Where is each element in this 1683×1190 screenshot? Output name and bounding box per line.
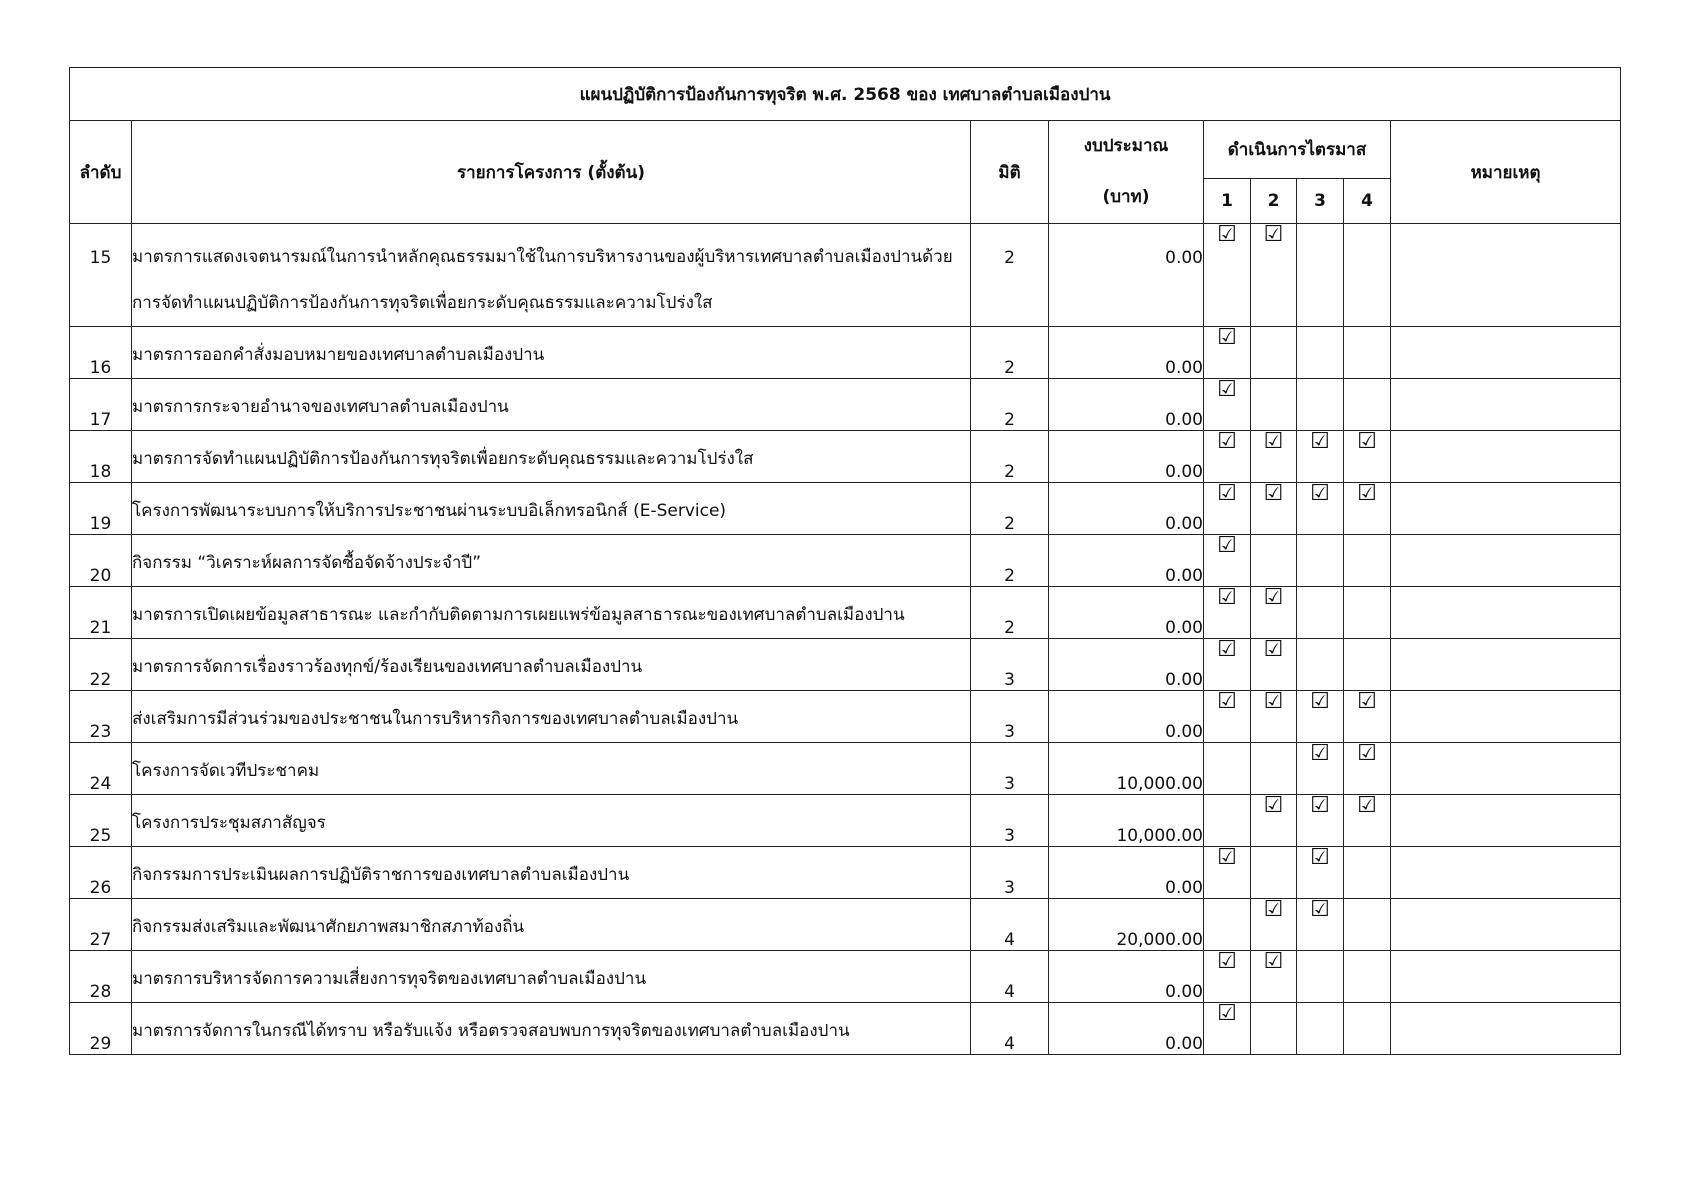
quarter-2-cell: [1251, 1003, 1297, 1055]
project-name: มาตรการออกคำสั่งมอบหมายของเทศบาลตำบลเมืองปาน: [132, 327, 971, 379]
quarter-1-cell: [1204, 483, 1251, 535]
dimension: 2: [971, 327, 1049, 379]
quarter-2-cell: [1251, 951, 1297, 1003]
budget: 0.00: [1049, 379, 1204, 431]
quarter-4-cell: [1344, 535, 1391, 587]
header-dimension: มิติ: [971, 121, 1049, 224]
checkbox-checked-icon: ☑: [1263, 897, 1284, 922]
header-project: รายการโครงการ (ตั้งต้น): [132, 121, 971, 224]
project-name: โครงการพัฒนาระบบการให้บริการประชาชนผ่านระบบอิเล็กทรอนิกส์ (E-Service): [132, 483, 971, 535]
quarter-3-cell: [1297, 951, 1344, 1003]
header-quarters: ดำเนินการไตรมาส: [1204, 121, 1391, 179]
checkbox-checked-icon: ☑: [1357, 481, 1377, 506]
quarter-2-cell: [1251, 379, 1297, 431]
quarter-1-cell: [1204, 327, 1251, 379]
checkbox-checked-icon: ☑: [1217, 533, 1237, 558]
table-row: [70, 224, 1621, 327]
checkbox-checked-icon: ☑: [1217, 1001, 1237, 1026]
table-row: [70, 535, 1621, 587]
quarter-2-cell: [1251, 224, 1297, 327]
table-row: [70, 327, 1621, 379]
budget: 10,000.00: [1049, 795, 1204, 847]
remarks-cell: [1391, 379, 1621, 431]
quarter-3-cell: [1297, 795, 1344, 847]
row-number: 15: [70, 224, 132, 327]
project-name: มาตรการบริหารจัดการความเสี่ยงการทุจริตของเทศบาลตำบลเมืองปาน: [132, 951, 971, 1003]
budget: 0.00: [1049, 587, 1204, 639]
checkbox-checked-icon: ☑: [1217, 689, 1237, 714]
budget: 10,000.00: [1049, 743, 1204, 795]
document-title: แผนปฏิบัติการป้องกันการทุจริต พ.ศ. 2568 ของ เทศบาลตำบลเมืองปาน: [70, 68, 1621, 121]
table-row: [70, 587, 1621, 639]
quarter-3-cell: [1297, 847, 1344, 899]
budget: 0.00: [1049, 691, 1204, 743]
remarks-cell: [1391, 951, 1621, 1003]
quarter-4-cell: [1344, 847, 1391, 899]
project-name: มาตรการจัดทำแผนปฏิบัติการป้องกันการทุจริตเพื่อยกระดับคุณธรรมและความโปร่งใส: [132, 431, 971, 483]
quarter-4-cell: [1344, 1003, 1391, 1055]
row-number: 22: [70, 639, 132, 691]
quarter-4-cell: [1344, 743, 1391, 795]
remarks-cell: [1391, 224, 1621, 327]
quarter-4-cell: [1344, 639, 1391, 691]
quarter-1-cell: [1204, 639, 1251, 691]
table-row: [70, 431, 1621, 483]
checkbox-checked-icon: ☑: [1310, 793, 1330, 818]
project-name: ส่งเสริมการมีส่วนร่วมของประชาชนในการบริหารกิจการของเทศบาลตำบลเมืองปาน: [132, 691, 971, 743]
quarter-2-cell: [1251, 535, 1297, 587]
quarter-4-cell: [1344, 327, 1391, 379]
budget: 0.00: [1049, 535, 1204, 587]
row-number: 20: [70, 535, 132, 587]
checkbox-checked-icon: ☑: [1357, 689, 1377, 714]
table-row: [70, 483, 1621, 535]
quarter-4-cell: [1344, 691, 1391, 743]
quarter-3-cell: [1297, 379, 1344, 431]
row-number: 25: [70, 795, 132, 847]
quarter-1-cell: [1204, 1003, 1251, 1055]
row-number: 28: [70, 951, 132, 1003]
checkbox-checked-icon: ☑: [1217, 845, 1237, 870]
checkbox-checked-icon: ☑: [1217, 377, 1237, 402]
remarks-cell: [1391, 483, 1621, 535]
quarter-4-cell: [1344, 431, 1391, 483]
checkbox-checked-icon: ☑: [1263, 481, 1284, 506]
remarks-cell: [1391, 327, 1621, 379]
quarter-3-cell: [1297, 743, 1344, 795]
table-row: [70, 795, 1621, 847]
row-number: 23: [70, 691, 132, 743]
project-name: มาตรการเปิดเผยข้อมูลสาธารณะ และกำกับติดตามการเผยแพร่ข้อมูลสาธารณะของเทศบาลตำบลเมืองปาน: [132, 587, 971, 639]
row-number: 18: [70, 431, 132, 483]
remarks-cell: [1391, 743, 1621, 795]
header-budget: [1049, 121, 1204, 224]
table-body: [70, 224, 1621, 1055]
budget: 0.00: [1049, 431, 1204, 483]
quarter-2-cell: [1251, 431, 1297, 483]
checkbox-checked-icon: ☑: [1263, 637, 1284, 662]
project-name: กิจกรรมส่งเสริมและพัฒนาศักยภาพสมาชิกสภาท้องถิ่น: [132, 899, 971, 951]
quarter-1-cell: [1204, 224, 1251, 327]
quarter-4-cell: [1344, 483, 1391, 535]
checkbox-checked-icon: ☑: [1310, 429, 1330, 454]
dimension: 3: [971, 691, 1049, 743]
dimension: 3: [971, 743, 1049, 795]
checkbox-checked-icon: ☑: [1263, 793, 1284, 818]
quarter-3-cell: [1297, 535, 1344, 587]
checkbox-checked-icon: ☑: [1217, 637, 1237, 662]
quarter-2-cell: [1251, 587, 1297, 639]
quarter-1-cell: [1204, 951, 1251, 1003]
row-number: 16: [70, 327, 132, 379]
checkbox-checked-icon: ☑: [1217, 325, 1237, 350]
quarter-3-cell: [1297, 639, 1344, 691]
dimension: 2: [971, 431, 1049, 483]
quarter-2-cell: [1251, 327, 1297, 379]
anti-corruption-plan-table: [69, 67, 1621, 1055]
dimension: 3: [971, 847, 1049, 899]
checkbox-checked-icon: ☑: [1217, 222, 1237, 247]
remarks-cell: [1391, 691, 1621, 743]
project-name: กิจกรรมการประเมินผลการปฏิบัติราชการของเทศบาลตำบลเมืองปาน: [132, 847, 971, 899]
checkbox-checked-icon: ☑: [1310, 897, 1330, 922]
project-name: มาตรการจัดการเรื่องราวร้องทุกข์/ร้องเรียนของเทศบาลตำบลเมืองปาน: [132, 639, 971, 691]
quarter-1-cell: [1204, 535, 1251, 587]
quarter-1-cell: [1204, 899, 1251, 951]
quarter-2-cell: [1251, 899, 1297, 951]
dimension: 3: [971, 639, 1049, 691]
header-remarks: หมายเหตุ: [1391, 121, 1621, 224]
remarks-cell: [1391, 847, 1621, 899]
row-number: 24: [70, 743, 132, 795]
dimension: 4: [971, 1003, 1049, 1055]
quarter-2-cell: [1251, 847, 1297, 899]
header-budget-line1: งบประมาณ: [1083, 136, 1169, 156]
remarks-cell: [1391, 639, 1621, 691]
budget: 0.00: [1049, 224, 1204, 327]
remarks-cell: [1391, 795, 1621, 847]
project-name: โครงการประชุมสภาสัญจร: [132, 795, 971, 847]
quarter-4-cell: [1344, 224, 1391, 327]
remarks-cell: [1391, 1003, 1621, 1055]
quarter-2-cell: [1251, 639, 1297, 691]
checkbox-checked-icon: ☑: [1217, 481, 1237, 506]
budget: 0.00: [1049, 1003, 1204, 1055]
budget: 0.00: [1049, 847, 1204, 899]
dimension: 2: [971, 587, 1049, 639]
checkbox-checked-icon: ☑: [1310, 741, 1330, 766]
checkbox-checked-icon: ☑: [1310, 689, 1330, 714]
table-row: [70, 743, 1621, 795]
row-number: 21: [70, 587, 132, 639]
checkbox-checked-icon: ☑: [1217, 585, 1237, 610]
quarter-1-cell: [1204, 431, 1251, 483]
budget: 0.00: [1049, 483, 1204, 535]
header-q4: 4: [1344, 179, 1391, 224]
remarks-cell: [1391, 535, 1621, 587]
row-number: 27: [70, 899, 132, 951]
project-name: มาตรการจัดการในกรณีได้ทราบ หรือรับแจ้ง หรือตรวจสอบพบการทุจริตของเทศบาลตำบลเมืองปาน: [132, 1003, 971, 1055]
quarter-3-cell: [1297, 483, 1344, 535]
remarks-cell: [1391, 587, 1621, 639]
checkbox-checked-icon: ☑: [1217, 949, 1237, 974]
row-number: 26: [70, 847, 132, 899]
quarter-2-cell: [1251, 691, 1297, 743]
dimension: 2: [971, 535, 1049, 587]
row-number: 19: [70, 483, 132, 535]
header-q2: 2: [1251, 179, 1297, 224]
remarks-cell: [1391, 431, 1621, 483]
budget: 0.00: [1049, 327, 1204, 379]
quarter-1-cell: [1204, 795, 1251, 847]
project-name: โครงการจัดเวทีประชาคม: [132, 743, 971, 795]
checkbox-checked-icon: ☑: [1310, 481, 1330, 506]
quarter-3-cell: [1297, 1003, 1344, 1055]
checkbox-checked-icon: ☑: [1357, 741, 1377, 766]
dimension: 2: [971, 224, 1049, 327]
header-no: ลำดับ: [70, 121, 132, 224]
quarter-1-cell: [1204, 847, 1251, 899]
quarter-4-cell: [1344, 587, 1391, 639]
dimension: 4: [971, 951, 1049, 1003]
checkbox-checked-icon: ☑: [1263, 689, 1284, 714]
quarter-4-cell: [1344, 379, 1391, 431]
table-row: [70, 847, 1621, 899]
quarter-3-cell: [1297, 587, 1344, 639]
project-name: กิจกรรม “วิเคราะห์ผลการจัดซื้อจัดจ้างประจำปี”: [132, 535, 971, 587]
quarter-4-cell: [1344, 951, 1391, 1003]
checkbox-checked-icon: ☑: [1310, 845, 1330, 870]
table-row: [70, 1003, 1621, 1055]
quarter-2-cell: [1251, 483, 1297, 535]
dimension: 2: [971, 379, 1049, 431]
quarter-3-cell: [1297, 431, 1344, 483]
row-number: 29: [70, 1003, 132, 1055]
header-q1: 1: [1204, 179, 1251, 224]
budget: 20,000.00: [1049, 899, 1204, 951]
checkbox-checked-icon: ☑: [1263, 429, 1284, 454]
checkbox-checked-icon: ☑: [1357, 429, 1377, 454]
quarter-3-cell: [1297, 691, 1344, 743]
quarter-2-cell: [1251, 743, 1297, 795]
header-budget-line2: (บาท): [1102, 187, 1150, 207]
project-name: มาตรการแสดงเจตนารมณ์ในการนำหลักคุณธรรมมาใช้ในการบริหารงานของผู้บริหารเทศบาลตำบลเมืองปานด้วยการจัดทำแผนปฏิบัติการป้องกันการทุจริตเพื่อยกระดับคุณธรรมและความโปร่งใส: [132, 224, 971, 327]
table-row: [70, 691, 1621, 743]
project-name: มาตรการกระจายอำนาจของเทศบาลตำบลเมืองปาน: [132, 379, 971, 431]
table-row: [70, 951, 1621, 1003]
quarter-2-cell: [1251, 795, 1297, 847]
table-row: [70, 379, 1621, 431]
checkbox-checked-icon: ☑: [1263, 585, 1284, 610]
checkbox-checked-icon: ☑: [1263, 222, 1284, 247]
dimension: 2: [971, 483, 1049, 535]
quarter-4-cell: [1344, 795, 1391, 847]
checkbox-checked-icon: ☑: [1357, 793, 1377, 818]
row-number: 17: [70, 379, 132, 431]
table-row: [70, 899, 1621, 951]
table-row: [70, 639, 1621, 691]
quarter-1-cell: [1204, 743, 1251, 795]
budget: 0.00: [1049, 951, 1204, 1003]
quarter-4-cell: [1344, 899, 1391, 951]
dimension: 3: [971, 795, 1049, 847]
quarter-1-cell: [1204, 587, 1251, 639]
header-q3: 3: [1297, 179, 1344, 224]
checkbox-checked-icon: ☑: [1217, 429, 1237, 454]
quarter-1-cell: [1204, 691, 1251, 743]
quarter-1-cell: [1204, 379, 1251, 431]
remarks-cell: [1391, 899, 1621, 951]
quarter-3-cell: [1297, 327, 1344, 379]
quarter-3-cell: [1297, 899, 1344, 951]
budget: 0.00: [1049, 639, 1204, 691]
dimension: 4: [971, 899, 1049, 951]
checkbox-checked-icon: ☑: [1263, 949, 1284, 974]
quarter-3-cell: [1297, 224, 1344, 327]
